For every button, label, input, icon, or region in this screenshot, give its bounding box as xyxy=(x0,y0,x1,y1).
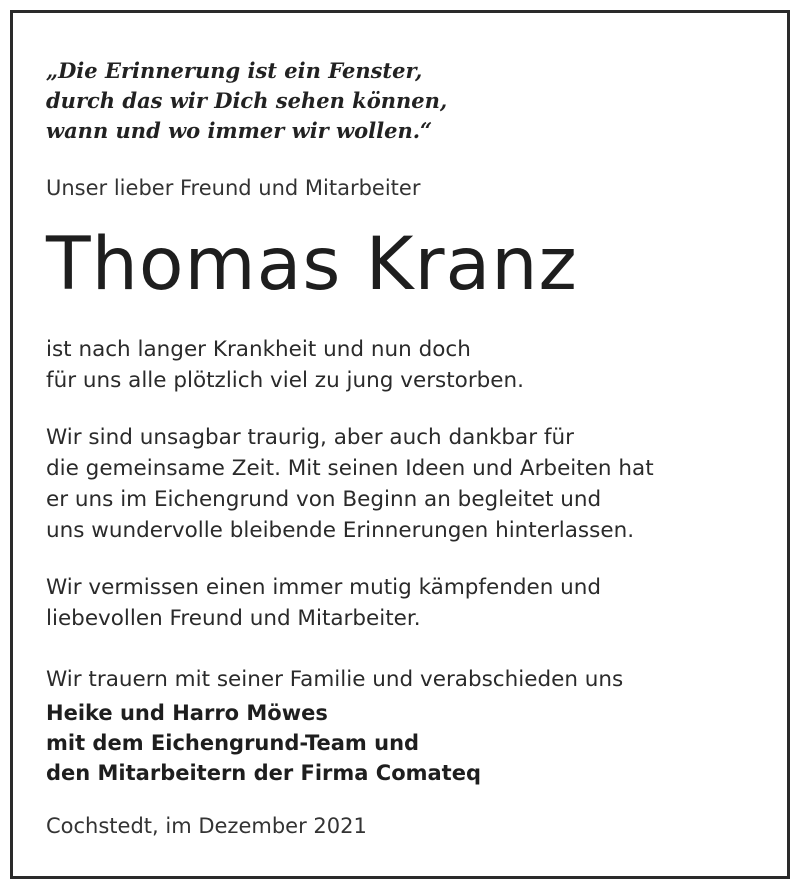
signers xyxy=(46,698,481,788)
text-line: er uns im Eichengrund von Beginn an begleitet und xyxy=(46,487,602,512)
text-line: ist nach langer Krankheit und nun doch xyxy=(46,337,471,362)
paragraph-2 xyxy=(46,422,654,546)
text-line: Wir trauern mit seiner Familie und verabschieden uns xyxy=(46,667,624,692)
text-line: uns wundervolle bleibende Erinnerungen hinterlassen. xyxy=(46,518,635,543)
text-line: Wir vermissen einen immer mutig kämpfenden und xyxy=(46,575,602,600)
intro-text: Unser lieber Freund und Mitarbeiter xyxy=(46,176,421,200)
signer-line: mit dem Eichengrund-Team und xyxy=(46,731,420,755)
quote-line: durch das wir Dich sehen können, xyxy=(46,88,448,113)
text-line: die gemeinsame Zeit. Mit seinen Ideen und Arbeiten hat xyxy=(46,456,654,481)
text-line: für uns alle plötzlich viel zu jung verstorben. xyxy=(46,368,524,393)
quote-line: wann und wo immer wir wollen.“ xyxy=(46,118,433,143)
quote-line: „Die Erinnerung ist ein Fenster, xyxy=(46,58,423,83)
place-date: Cochstedt, im Dezember 2021 xyxy=(46,814,367,838)
paragraph-1 xyxy=(46,334,524,396)
deceased-name: Thomas Kranz xyxy=(46,222,578,307)
text-line: liebevollen Freund und Mitarbeiter. xyxy=(46,606,421,631)
paragraph-3 xyxy=(46,572,601,634)
text-line: Wir sind unsagbar traurig, aber auch dankbar für xyxy=(46,425,574,450)
signer-line: Heike und Harro Möwes xyxy=(46,701,328,725)
paragraph-4 xyxy=(46,664,623,695)
signer-line: den Mitarbeitern der Firma Comateq xyxy=(46,761,481,785)
memorial-quote xyxy=(46,56,447,146)
